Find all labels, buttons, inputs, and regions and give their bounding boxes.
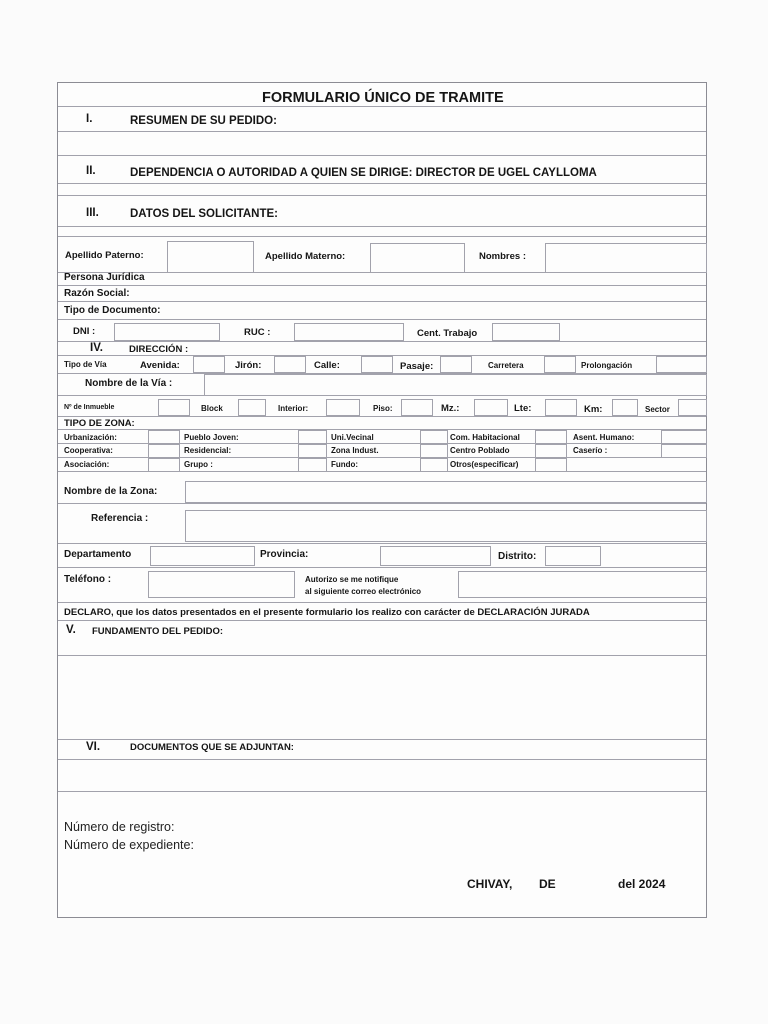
ciudad-label: CHIVAY, xyxy=(467,877,513,891)
pasaje-label: Pasaje: xyxy=(400,361,434,372)
section-6-title: DOCUMENTOS QUE SE ADJUNTAN: xyxy=(130,742,294,753)
zona-indust-label: Zona Indust. xyxy=(331,446,379,455)
section-3-number: III. xyxy=(86,207,99,219)
autorizo-label-1: Autorizo se me notifique xyxy=(305,575,399,584)
ruc-field[interactable] xyxy=(294,323,404,341)
interior-label: Interior: xyxy=(278,404,309,413)
prolongacion-label: Prolongación xyxy=(581,361,633,370)
urbanizacion-checkbox[interactable] xyxy=(148,430,180,444)
pueblo-joven-label: Pueblo Joven: xyxy=(184,433,239,442)
cooperativa-label: Cooperativa: xyxy=(64,446,113,455)
sector-label: Sector xyxy=(645,405,670,414)
piso-label: Piso: xyxy=(373,404,393,413)
pasaje-checkbox[interactable] xyxy=(440,356,472,373)
jiron-label: Jirón: xyxy=(235,360,262,371)
nombre-via-label: Nombre de la Vía : xyxy=(85,378,173,389)
otros-field[interactable] xyxy=(535,458,567,472)
cent-trabajo-label: Cent. Trabajo xyxy=(417,328,478,339)
section-6-number: VI. xyxy=(86,741,101,753)
nombres-label: Nombres : xyxy=(479,251,526,262)
razon-social-label: Razón Social: xyxy=(64,288,130,299)
grupo-label: Grupo : xyxy=(184,460,213,469)
com-habitacional-checkbox[interactable] xyxy=(535,430,567,444)
nro-inmueble-field[interactable] xyxy=(158,399,190,416)
apellido-materno-label: Apellido Materno: xyxy=(265,251,346,262)
departamento-field[interactable] xyxy=(150,546,255,566)
jiron-checkbox[interactable] xyxy=(274,356,306,373)
urbanizacion-label: Urbanización: xyxy=(64,433,117,442)
mz-label: Mz.: xyxy=(441,403,460,414)
asent-humano-checkbox[interactable] xyxy=(661,430,707,444)
carretera-checkbox[interactable] xyxy=(544,356,576,373)
correo-electronico-field[interactable] xyxy=(458,571,707,598)
section-4-number: IV. xyxy=(90,342,104,354)
calle-label: Calle: xyxy=(314,360,340,371)
apellido-paterno-field[interactable] xyxy=(167,241,254,273)
fundo-checkbox[interactable] xyxy=(420,458,448,472)
section-5-title: FUNDAMENTO DEL PEDIDO: xyxy=(92,626,224,637)
fundamento-pedido-field[interactable] xyxy=(58,656,706,738)
form-title: FORMULARIO ÚNICO DE TRAMITE xyxy=(262,90,504,106)
referencia-label: Referencia : xyxy=(91,513,149,524)
departamento-label: Departamento xyxy=(64,549,132,560)
uni-vecinal-checkbox[interactable] xyxy=(420,430,448,444)
section-2-title: DEPENDENCIA O AUTORIDAD A QUIEN SE DIRIGE: DIRECTOR DE UGEL CAYLLOMA xyxy=(130,167,597,179)
uni-vecinal-label: Uni.Vecinal xyxy=(331,433,374,442)
de-label: DE xyxy=(539,877,556,891)
caserio-label: Caserío : xyxy=(573,446,608,455)
section-1-title: RESUMEN DE SU PEDIDO: xyxy=(130,115,277,127)
asociacion-label: Asociación: xyxy=(64,460,110,469)
nombres-field[interactable] xyxy=(545,243,707,273)
apellido-materno-field[interactable] xyxy=(370,243,465,273)
otros-label: Otros(especificar) xyxy=(450,460,519,469)
numero-expediente-label: Número de expediente: xyxy=(64,838,194,852)
caserio-checkbox[interactable] xyxy=(661,444,707,458)
fundo-label: Fundo: xyxy=(331,460,359,469)
anio-label: del 2024 xyxy=(618,877,666,891)
km-field[interactable] xyxy=(612,399,638,416)
mz-field[interactable] xyxy=(474,399,508,416)
interior-field[interactable] xyxy=(326,399,360,416)
residencial-checkbox[interactable] xyxy=(298,444,327,458)
block-label: Block xyxy=(201,404,223,413)
tipo-via-label: Tipo de Vía xyxy=(64,360,107,369)
telefono-field[interactable] xyxy=(148,571,295,598)
pueblo-joven-checkbox[interactable] xyxy=(298,430,327,444)
zona-indust-checkbox[interactable] xyxy=(420,444,448,458)
residencial-label: Residencial: xyxy=(184,446,232,455)
carretera-label: Carretera xyxy=(488,361,524,370)
piso-field[interactable] xyxy=(401,399,433,416)
avenida-checkbox[interactable] xyxy=(193,356,225,373)
section-5-number: V. xyxy=(66,624,76,636)
distrito-label: Distrito: xyxy=(498,551,537,562)
dni-label: DNI : xyxy=(73,326,96,337)
asent-humano-label: Asent. Humano: xyxy=(573,433,635,442)
razon-social-field[interactable] xyxy=(148,286,705,300)
provincia-field[interactable] xyxy=(380,546,491,566)
lte-label: Lte: xyxy=(514,403,532,414)
dni-field[interactable] xyxy=(114,323,220,341)
section-2-number: II. xyxy=(86,165,96,177)
nombre-zona-label: Nombre de la Zona: xyxy=(64,486,158,497)
resumen-pedido-field[interactable] xyxy=(58,132,706,154)
block-field[interactable] xyxy=(238,399,266,416)
telefono-label: Teléfono : xyxy=(64,574,112,585)
tipo-documento-label: Tipo de Documento: xyxy=(64,305,161,316)
section-4-title: DIRECCIÓN : xyxy=(129,344,189,355)
declaro-text: DECLARO, que los datos presentados en el presente formulario los realizo con carácter de DECLARACIÓN JURADA xyxy=(64,607,590,618)
referencia-field[interactable] xyxy=(185,510,707,542)
centro-poblado-label: Centro Poblado xyxy=(450,446,510,455)
tramite-form xyxy=(57,82,707,918)
avenida-label: Avenida: xyxy=(140,360,180,371)
ruc-label: RUC : xyxy=(244,327,271,338)
documentos-adjuntos-field[interactable] xyxy=(58,760,706,790)
provincia-label: Provincia: xyxy=(260,549,309,560)
autorizo-label-2: al siguiente correo electrónico xyxy=(305,587,422,596)
section-3-title: DATOS DEL SOLICITANTE: xyxy=(130,208,279,220)
grupo-checkbox[interactable] xyxy=(298,458,327,472)
lte-field[interactable] xyxy=(545,399,577,416)
cooperativa-checkbox[interactable] xyxy=(148,444,180,458)
numero-registro-label: Número de registro: xyxy=(64,820,175,834)
distrito-field[interactable] xyxy=(545,546,601,566)
calle-checkbox[interactable] xyxy=(361,356,393,373)
apellido-paterno-label: Apellido Paterno: xyxy=(65,250,144,261)
asociacion-checkbox[interactable] xyxy=(148,458,180,472)
section-1-number: I. xyxy=(86,113,93,125)
persona-juridica-label: Persona Jurídica xyxy=(64,272,145,283)
km-label: Km: xyxy=(584,404,603,415)
prolongacion-checkbox[interactable] xyxy=(656,356,707,373)
nro-inmueble-label: Nº de Inmueble xyxy=(64,404,115,411)
nombre-via-field[interactable] xyxy=(204,374,707,396)
cent-trabajo-field[interactable] xyxy=(492,323,560,341)
centro-poblado-checkbox[interactable] xyxy=(535,444,567,458)
sector-field[interactable] xyxy=(678,399,707,416)
nombre-zona-field[interactable] xyxy=(185,481,707,503)
com-habitacional-label: Com. Habitacional xyxy=(450,433,520,442)
tipo-zona-label: TIPO DE ZONA: xyxy=(64,418,135,429)
